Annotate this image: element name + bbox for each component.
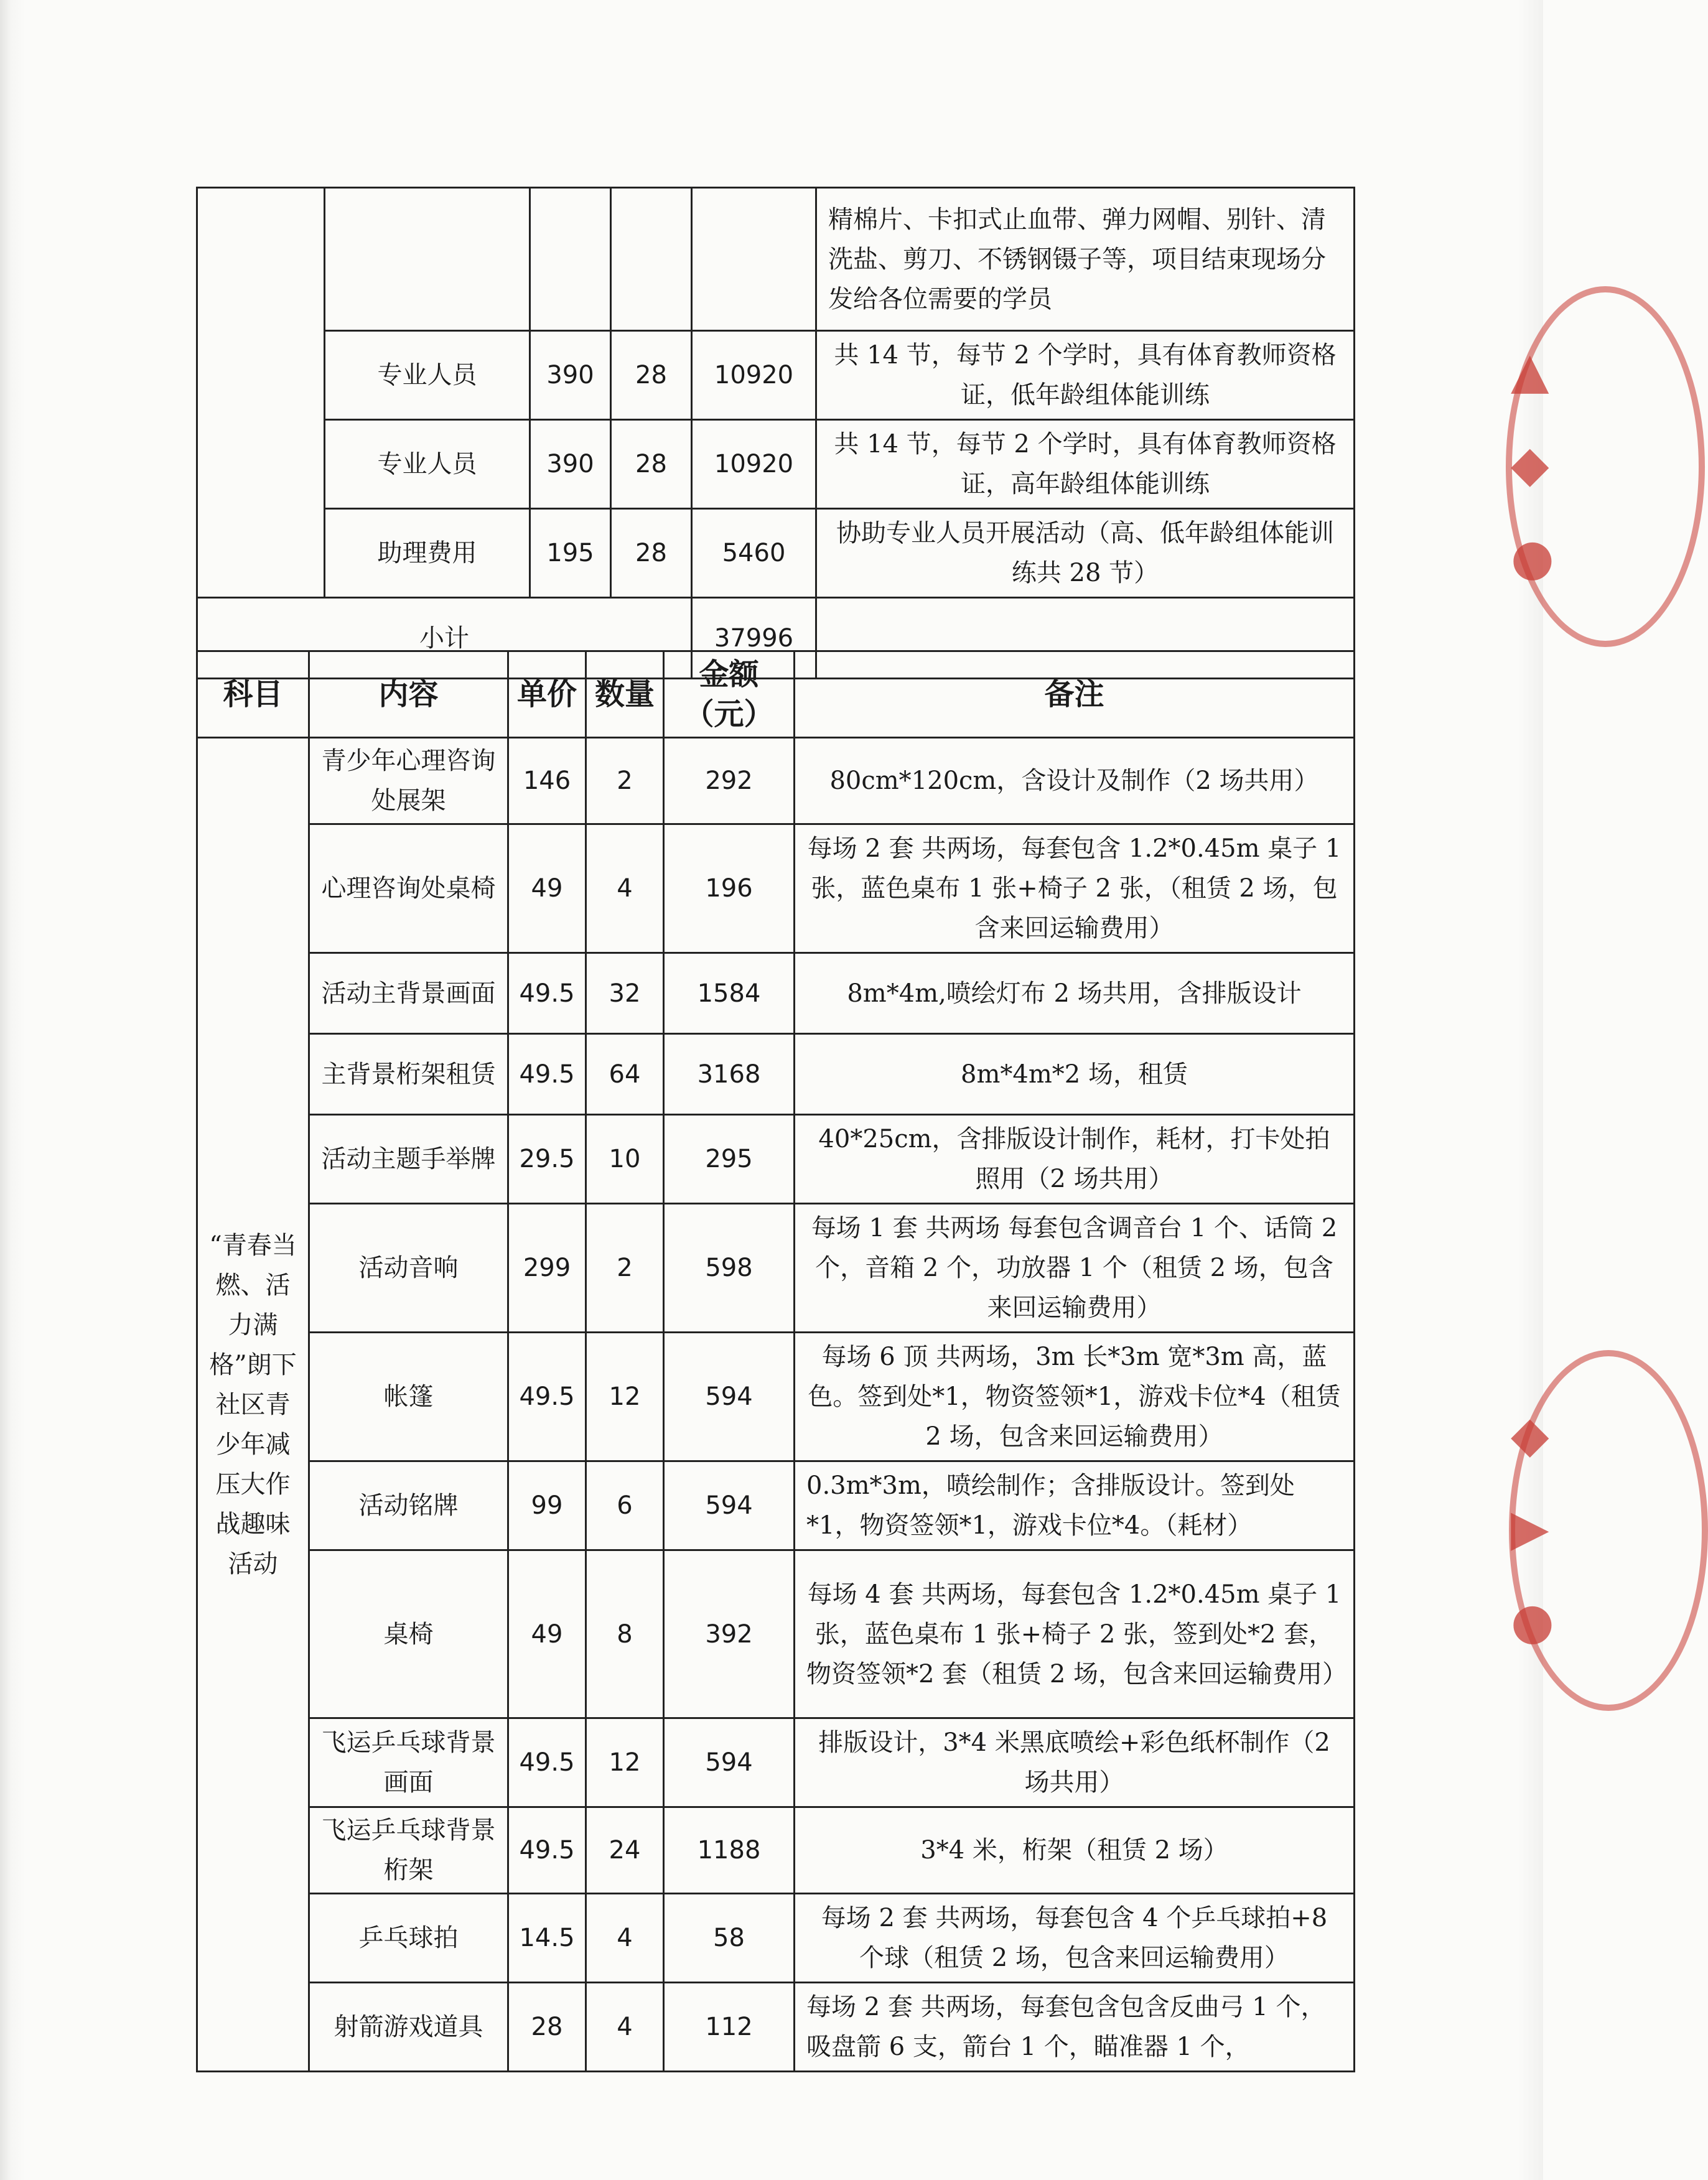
quantity-cell: 28 [611,509,692,598]
amount-cell: 112 [664,1983,795,2072]
amount-cell: 58 [664,1894,795,1983]
amount-cell: 292 [664,738,795,824]
table-row [197,1204,1355,1333]
table-header-row [197,651,1355,738]
amount-cell: 598 [664,1204,795,1333]
unit-price-cell: 49 [508,1550,586,1718]
quantity-cell: 2 [586,738,664,824]
subject-cell: “青春当燃、活力满格”朗下社区青少年减压大作战趣味活动 [197,738,309,2072]
table-row [197,1333,1355,1461]
unit-price-cell: 390 [530,331,611,420]
note-cell: 3*4 米，桁架（租赁 2 场） [795,1807,1355,1894]
quantity-cell [611,188,692,331]
content-cell: 专业人员 [325,420,530,509]
quantity-cell: 28 [611,420,692,509]
content-cell: 活动主题手举牌 [309,1115,508,1204]
note-cell: 80cm*120cm，含设计及制作（2 场共用） [795,738,1355,824]
red-seal-top-glyphs: ▲ ◆ ● [1511,341,1554,586]
header-unit-price: 单价 [508,651,586,738]
content-cell: 飞运乒乓球背景桁架 [309,1807,508,1894]
content-cell: 活动主背景画面 [309,953,508,1034]
note-cell: 排版设计，3*4 米黑底喷绘+彩色纸杯制作（2 场共用） [795,1718,1355,1807]
note-cell: 0.3m*3m，喷绘制作；含排版设计。签到处*1，物资签领*1，游戏卡位*4。（耗材） [795,1461,1355,1550]
unit-price-cell: 195 [530,509,611,598]
budget-table-bottom [196,650,1355,2072]
content-cell: 射箭游戏道具 [309,1983,508,2072]
unit-price-cell: 49.5 [508,1333,586,1461]
amount-cell [692,188,816,331]
amount-cell: 3168 [664,1034,795,1115]
unit-price-cell [530,188,611,331]
content-cell: 专业人员 [325,331,530,420]
budget-table-top [196,187,1355,679]
header-note: 备注 [795,651,1355,738]
quantity-cell: 28 [611,331,692,420]
amount-cell: 1584 [664,953,795,1034]
quantity-cell: 64 [586,1034,664,1115]
red-seal-bottom-glyphs: ◆ ▶ ● [1511,1405,1554,1650]
amount-cell: 10920 [692,420,816,509]
header-content: 内容 [309,651,508,738]
content-cell: 主背景桁架租赁 [309,1034,508,1115]
table-row [197,331,1355,420]
unit-price-cell: 49.5 [508,1807,586,1894]
note-cell: 每场 6 顶 共两场，3m 长*3m 宽*3m 高，蓝色。签到处*1，物资签领*1，游戏卡位*4（租赁 2 场，包含来回运输费用） [795,1333,1355,1461]
unit-price-cell: 299 [508,1204,586,1333]
table-row [197,953,1355,1034]
content-cell: 桌椅 [309,1550,508,1718]
quantity-cell: 4 [586,1894,664,1983]
note-cell: 每场 2 套 共两场，每套包含 1.2*0.45m 桌子 1 张，蓝色桌布 1 张+椅子 2 张，（租赁 2 场，包含来回运输费用） [795,824,1355,953]
amount-cell: 1188 [664,1807,795,1894]
content-cell: 乒乓球拍 [309,1894,508,1983]
quantity-cell: 2 [586,1204,664,1333]
unit-price-cell: 99 [508,1461,586,1550]
table-row [197,738,1355,824]
content-cell: 帐篷 [309,1333,508,1461]
quantity-cell: 12 [586,1718,664,1807]
unit-price-cell: 146 [508,738,586,824]
unit-price-cell: 49.5 [508,953,586,1034]
table-row [197,420,1355,509]
table-row [197,824,1355,953]
content-cell: 飞运乒乓球背景画面 [309,1718,508,1807]
note-cell: 40*25cm，含排版设计制作，耗材，打卡处拍照用（2 场共用） [795,1115,1355,1204]
note-cell: 协助专业人员开展活动（高、低年龄组体能训练共 28 节） [816,509,1355,598]
table-row [197,509,1355,598]
amount-cell: 594 [664,1461,795,1550]
note-cell: 每场 4 套 共两场，每套包含 1.2*0.45m 桌子 1 张，蓝色桌布 1 张+椅子 2 张，签到处*2 套，物资签领*2 套（租赁 2 场，包含来回运输费用） [795,1550,1355,1718]
table-row [197,1983,1355,2072]
table-row [197,1718,1355,1807]
unit-price-cell: 49 [508,824,586,953]
quantity-cell: 10 [586,1115,664,1204]
content-cell: 活动音响 [309,1204,508,1333]
note-cell: 共 14 节，每节 2 个学时，具有体育教师资格证，高年龄组体能训练 [816,420,1355,509]
amount-cell: 295 [664,1115,795,1204]
unit-price-cell: 14.5 [508,1894,586,1983]
table-row [197,188,1355,331]
note-cell: 精棉片、卡扣式止血带、弹力网帽、别针、清洗盐、剪刀、不锈钢镊子等，项目结束现场分发给各位需要的学员 [816,188,1355,331]
note-cell: 每场 2 套 共两场，每套包含 4 个乒乓球拍+8 个球（租赁 2 场，包含来回运输费用） [795,1894,1355,1983]
note-cell: 共 14 节，每节 2 个学时，具有体育教师资格证，低年龄组体能训练 [816,331,1355,420]
table-row [197,1461,1355,1550]
table-row [197,1115,1355,1204]
header-amount: 金额（元） [664,651,795,738]
content-cell [325,188,530,331]
quantity-cell: 8 [586,1550,664,1718]
header-subject: 科目 [197,651,309,738]
amount-cell: 5460 [692,509,816,598]
quantity-cell: 4 [586,1983,664,2072]
subtotal-value: 37996 [692,598,816,679]
amount-cell: 594 [664,1333,795,1461]
note-cell: 每场 2 套 共两场，每套包含包含反曲弓 1 个，吸盘箭 6 支，箭台 1 个，瞄准器 1 个， [795,1983,1355,2072]
unit-price-cell: 49.5 [508,1034,586,1115]
amount-cell: 196 [664,824,795,953]
amount-cell: 392 [664,1550,795,1718]
table-row [197,1807,1355,1894]
note-cell: 8m*4m,喷绘灯布 2 场共用，含排版设计 [795,953,1355,1034]
table-row [197,1034,1355,1115]
content-cell: 青少年心理咨询处展架 [309,738,508,824]
quantity-cell: 32 [586,953,664,1034]
amount-cell: 594 [664,1718,795,1807]
quantity-cell: 24 [586,1807,664,1894]
table-row [197,1894,1355,1983]
quantity-cell: 6 [586,1461,664,1550]
subject-cell-blank [197,188,325,598]
amount-cell: 10920 [692,331,816,420]
content-cell: 心理咨询处桌椅 [309,824,508,953]
subtotal-label: 小计 [197,598,692,679]
unit-price-cell: 29.5 [508,1115,586,1204]
unit-price-cell: 49.5 [508,1718,586,1807]
note-cell: 每场 1 套 共两场 每套包含调音台 1 个、话筒 2 个，音箱 2 个，功放器 1 个（租赁 2 场，包含来回运输费用） [795,1204,1355,1333]
quantity-cell: 12 [586,1333,664,1461]
unit-price-cell: 28 [508,1983,586,2072]
content-cell: 活动铭牌 [309,1461,508,1550]
unit-price-cell: 390 [530,420,611,509]
content-cell: 助理费用 [325,509,530,598]
quantity-cell: 4 [586,824,664,953]
note-cell: 8m*4m*2 场，租赁 [795,1034,1355,1115]
header-quantity: 数量 [586,651,664,738]
table-row [197,1550,1355,1718]
